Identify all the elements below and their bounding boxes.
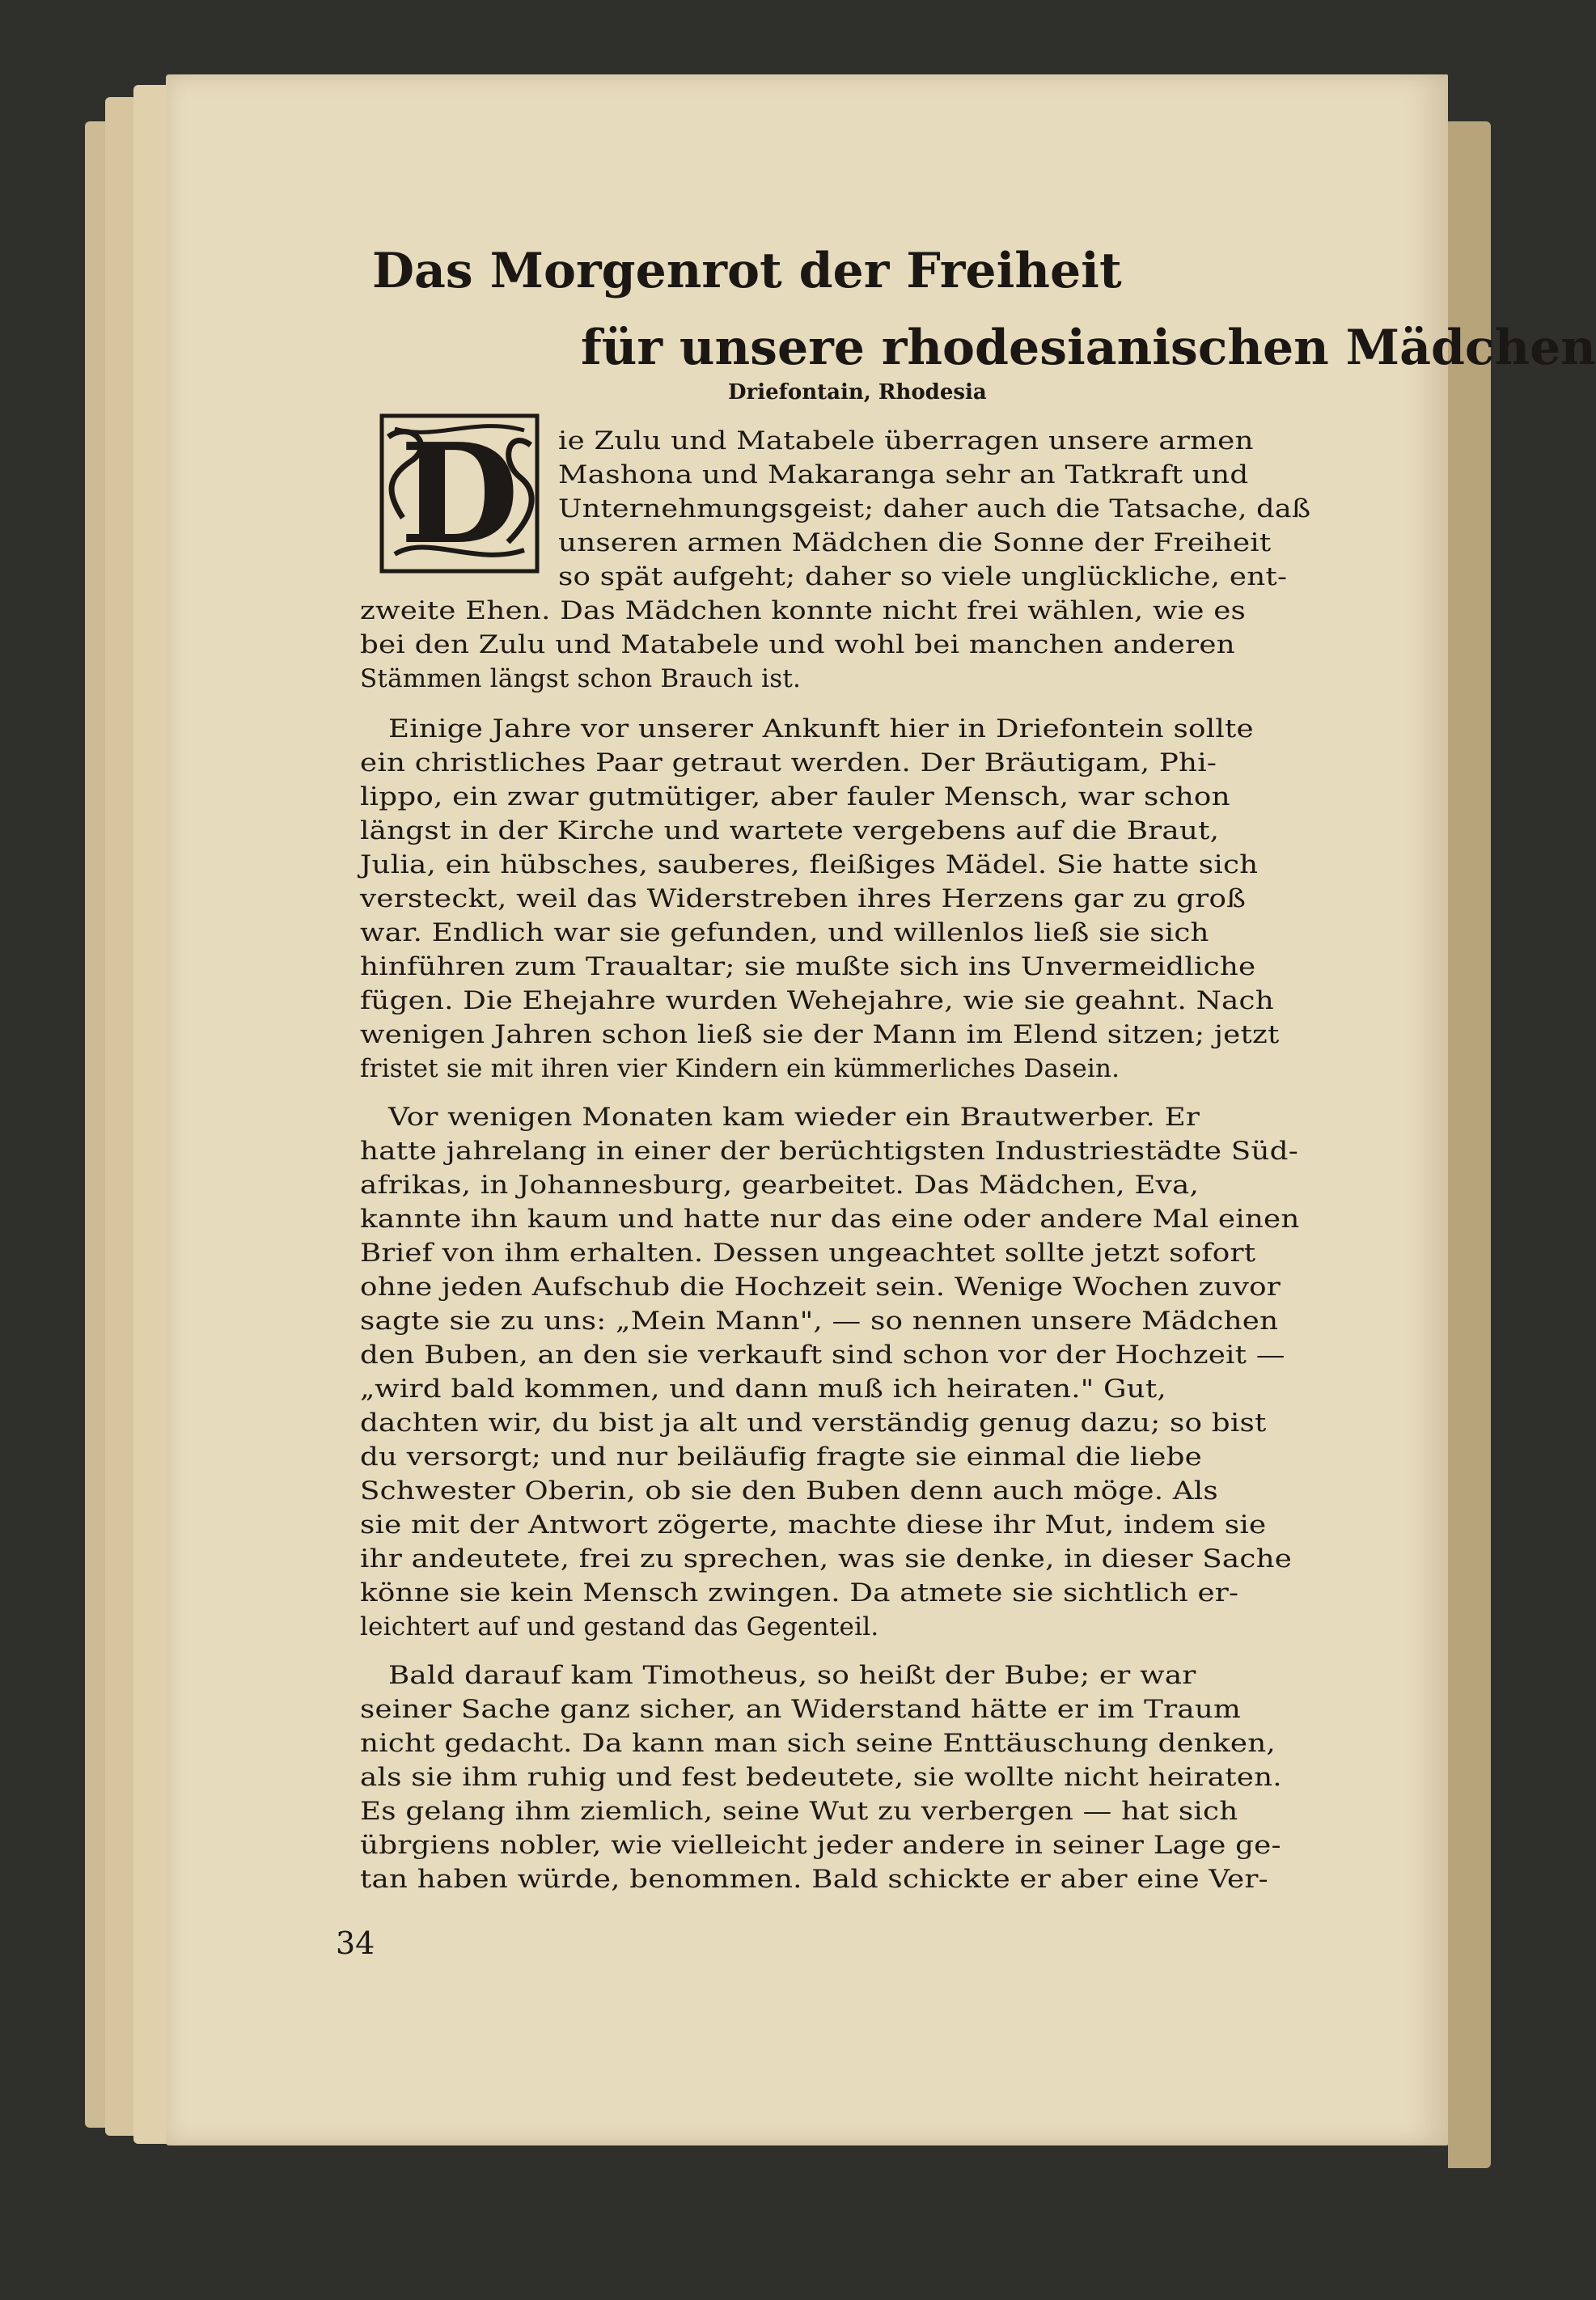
- text-line: lippo, ein zwar gutmütiger, aber fauler Mensch, war schon: [360, 782, 1230, 811]
- text-line: dachten wir, du bist ja alt und verständig genug dazu; so bist: [360, 1408, 1267, 1438]
- text-line: zweite Ehen. Das Mädchen konnte nicht frei wählen, wie es: [360, 596, 1247, 625]
- text-line: war. Endlich war sie gefunden, und willenlos ließ sie sich: [360, 918, 1209, 947]
- text-line: Bald darauf kam Timotheus, so heißt der Bube; er war: [388, 1661, 1196, 1690]
- text-line: bei den Zulu und Matabele und wohl bei manchen anderen: [360, 630, 1235, 659]
- text-line: den Buben, an den sie verkauft sind schon vor der Hochzeit —: [360, 1341, 1285, 1370]
- text-line: du versorgt; und nur beiläufig fragte sie einmal die liebe: [360, 1442, 1203, 1472]
- text-line: unseren armen Mädchen die Sonne der Freiheit: [558, 528, 1272, 557]
- text-line: afrikas, in Johannesburg, gearbeitet. Das Mädchen, Eva,: [360, 1171, 1200, 1200]
- drop-cap-letter: D: [400, 413, 519, 575]
- text-line: Einige Jahre vor unserer Ankunft hier in Driefontein sollte: [388, 714, 1254, 743]
- text-line: versteckt, weil das Widerstreben ihres Herzens gar zu groß: [360, 884, 1247, 913]
- text-line: ein christliches Paar getraut werden. Der Bräutigam, Phi-: [360, 748, 1217, 777]
- page-number: 34: [336, 1925, 375, 1961]
- text-line: wenigen Jahren schon ließ sie der Mann im Elend sitzen; jetzt: [360, 1020, 1280, 1049]
- text-line: kannte ihn kaum und hatte nur das eine oder andere Mal einen: [360, 1205, 1300, 1234]
- article-title-line-2: für unsere rhodesianischen Mädchen: [581, 320, 1596, 376]
- text-line: Vor wenigen Monaten kam wieder ein Brautwerber. Er: [388, 1103, 1200, 1132]
- text-line: Stämmen längst schon Brauch ist.: [360, 664, 802, 693]
- ornamental-drop-cap: [379, 413, 540, 574]
- dateline: Driefontain, Rhodesia: [728, 380, 987, 405]
- text-line: sie mit der Antwort zögerte, machte diese ihr Mut, indem sie: [360, 1510, 1267, 1540]
- text-line: Julia, ein hübsches, sauberes, fleißiges Mädel. Sie hatte sich: [360, 850, 1259, 879]
- text-line: Schwester Oberin, ob sie den Buben denn auch möge. Als: [360, 1476, 1218, 1506]
- text-line: sagte sie zu uns: „Mein Mann", — so nennen unsere Mädchen: [360, 1307, 1279, 1336]
- text-line: fügen. Die Ehejahre wurden Wehejahre, wie sie geahnt. Nach: [360, 986, 1274, 1015]
- text-line: ihr andeutete, frei zu sprechen, was sie denke, in dieser Sache: [360, 1544, 1293, 1574]
- text-line: hatte jahrelang in einer der berüchtigsten Industriestädte Süd-: [360, 1137, 1298, 1166]
- text-line: Brief von ihm erhalten. Dessen ungeachtet sollte jetzt sofort: [360, 1239, 1256, 1268]
- text-line: „wird bald kommen, und dann muß ich heiraten." Gut,: [360, 1374, 1166, 1404]
- text-line: ie Zulu und Matabele überragen unsere armen: [558, 426, 1254, 455]
- facing-page-edge: [1448, 121, 1491, 2168]
- text-line: Mashona und Makaranga sehr an Tatkraft und: [558, 460, 1249, 489]
- text-line: leichtert auf und gestand das Gegenteil.: [360, 1612, 879, 1641]
- text-line: hinführen zum Traualtar; sie mußte sich ins Unvermeidliche: [360, 952, 1256, 981]
- text-line: tan haben würde, benommen. Bald schickte er aber eine Ver-: [360, 1865, 1268, 1894]
- text-line: so spät aufgeht; daher so viele unglückliche, ent-: [558, 562, 1288, 591]
- text-line: längst in der Kirche und wartete vergebens auf die Braut,: [360, 816, 1220, 845]
- text-line: als sie ihm ruhig und fest bedeutete, sie wollte nicht heiraten.: [360, 1763, 1282, 1792]
- article-title-line-1: Das Morgenrot der Freiheit: [372, 243, 1122, 299]
- text-line: seiner Sache ganz sicher, an Widerstand hätte er im Traum: [360, 1695, 1242, 1724]
- text-line: übrgiens nobler, wie vielleicht jeder andere in seiner Lage ge-: [360, 1831, 1281, 1860]
- text-line: Unternehmungsgeist; daher auch die Tatsache, daß: [558, 494, 1311, 523]
- text-line: Es gelang ihm ziemlich, seine Wut zu verbergen — hat sich: [360, 1797, 1238, 1826]
- text-line: ohne jeden Aufschub die Hochzeit sein. Wenige Wochen zuvor: [360, 1273, 1281, 1302]
- text-line: fristet sie mit ihren vier Kindern ein kümmerliches Dasein.: [360, 1054, 1120, 1083]
- text-line: könne sie kein Mensch zwingen. Da atmete sie sichtlich er-: [360, 1578, 1239, 1607]
- text-line: nicht gedacht. Da kann man sich seine Enttäuschung denken,: [360, 1729, 1276, 1758]
